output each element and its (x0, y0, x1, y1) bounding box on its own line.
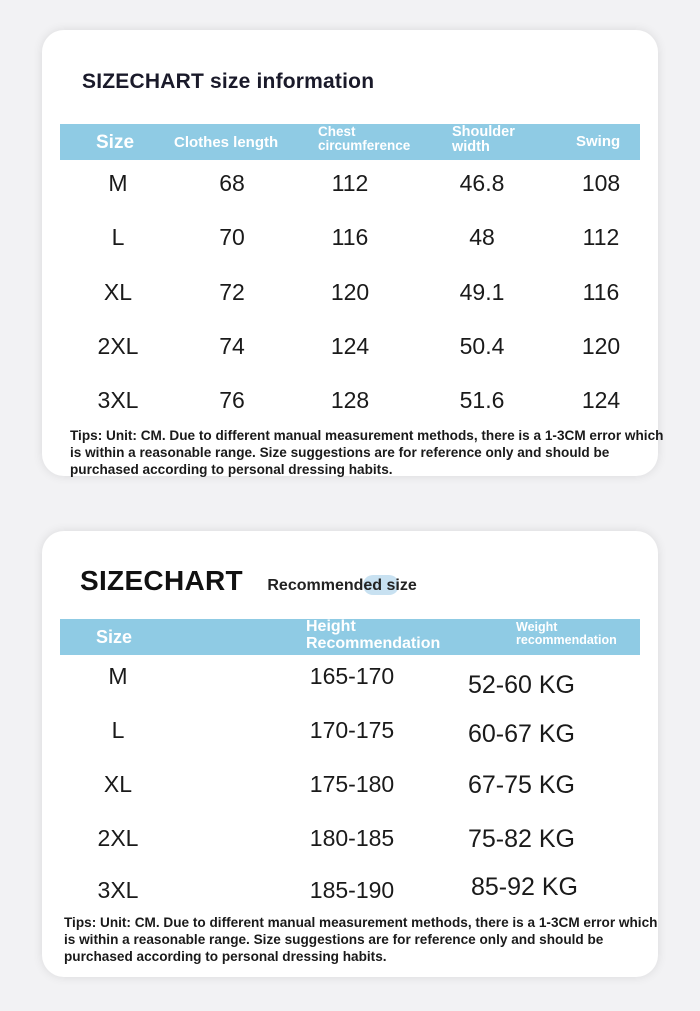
cell-height: 170-175 (309, 717, 395, 743)
cell-chest: 120 (330, 279, 370, 305)
cell-weight: 67-75 KG (468, 771, 576, 799)
tips-note: Tips: Unit: CM. Due to different manual measurement methods, there is a 1-3CM error which is within a reasonable range. Size suggestions are for reference only and should be purchased according to personal dressing habits. (64, 915, 658, 964)
table-row (60, 873, 640, 917)
table-row (60, 387, 640, 427)
cell-height: 180-185 (309, 825, 395, 851)
cell-clothes-length: 76 (219, 387, 245, 413)
recommended-size-card (42, 531, 658, 977)
header-chest-circumference: Chest circumference (318, 124, 411, 154)
table-row (60, 717, 640, 757)
recommended-size-subheading: Recommended size (267, 577, 417, 594)
table-row (60, 663, 640, 703)
cell-clothes-length: 68 (219, 170, 245, 196)
cell-clothes-length: 70 (219, 224, 245, 250)
cell-chest: 112 (331, 170, 369, 196)
size-information-title: SIZECHART size information (82, 70, 374, 94)
cell-chest: 124 (330, 333, 370, 359)
tips-note: Tips: Unit: CM. Due to different manual measurement methods, there is a 1-3CM error which is within a reasonable range. Size suggestions are for reference only and should be purchased according to personal dressing habits. (70, 428, 664, 477)
cell-size: 3XL (97, 877, 139, 903)
header-size: Size (96, 132, 135, 153)
cell-shoulder: 48 (469, 224, 495, 250)
header-shoulder-width: Shoulder width (452, 124, 515, 156)
table-row (60, 825, 640, 865)
cell-swing: 116 (582, 279, 620, 305)
cell-weight: 60-67 KG (468, 720, 576, 748)
cell-clothes-length: 72 (219, 279, 245, 305)
recommended-size-header (60, 619, 640, 655)
cell-swing: 124 (581, 387, 621, 413)
cell-swing: 112 (582, 224, 620, 250)
cell-clothes-length: 74 (219, 333, 245, 359)
cell-weight: 85-92 KG (471, 873, 579, 901)
cell-swing: 108 (581, 170, 621, 196)
cell-swing: 120 (581, 333, 621, 359)
table-row (60, 224, 640, 264)
cell-shoulder: 50.4 (459, 333, 505, 359)
cell-height: 185-190 (309, 877, 395, 903)
cell-shoulder: 46.8 (459, 170, 505, 196)
header-height-recommendation: Height Recommendation (306, 618, 441, 652)
size-information-header (60, 124, 640, 160)
cell-shoulder: 49.1 (459, 279, 505, 305)
size-information-card (42, 30, 664, 477)
cell-shoulder: 51.6 (459, 387, 505, 413)
table-row (60, 333, 640, 373)
cell-size: 2XL (97, 825, 139, 851)
cell-size: L (111, 224, 125, 250)
header-swing: Swing (576, 133, 621, 150)
cell-chest: 128 (330, 387, 370, 413)
cell-height: 165-170 (309, 663, 395, 689)
table-row (60, 170, 640, 210)
recommended-size-title (80, 565, 417, 597)
cell-size: 2XL (97, 333, 139, 359)
header-size: Size (96, 627, 133, 647)
cell-size: L (111, 717, 125, 743)
cell-chest: 116 (331, 224, 369, 250)
header-clothes-length: Clothes length (174, 134, 279, 151)
table-row (60, 771, 640, 811)
cell-size: XL (103, 771, 133, 797)
cell-weight: 75-82 KG (468, 825, 576, 853)
header-weight-recommendation: Weight recommendation (516, 620, 617, 648)
cell-size: XL (103, 279, 133, 305)
cell-height: 175-180 (309, 771, 395, 797)
cell-size: M (108, 170, 128, 196)
table-row (60, 279, 640, 319)
cell-size: M (108, 663, 128, 689)
cell-weight: 52-60 KG (468, 671, 576, 699)
cell-size: 3XL (97, 387, 139, 413)
sizechart-heading: SIZECHART (80, 565, 243, 596)
